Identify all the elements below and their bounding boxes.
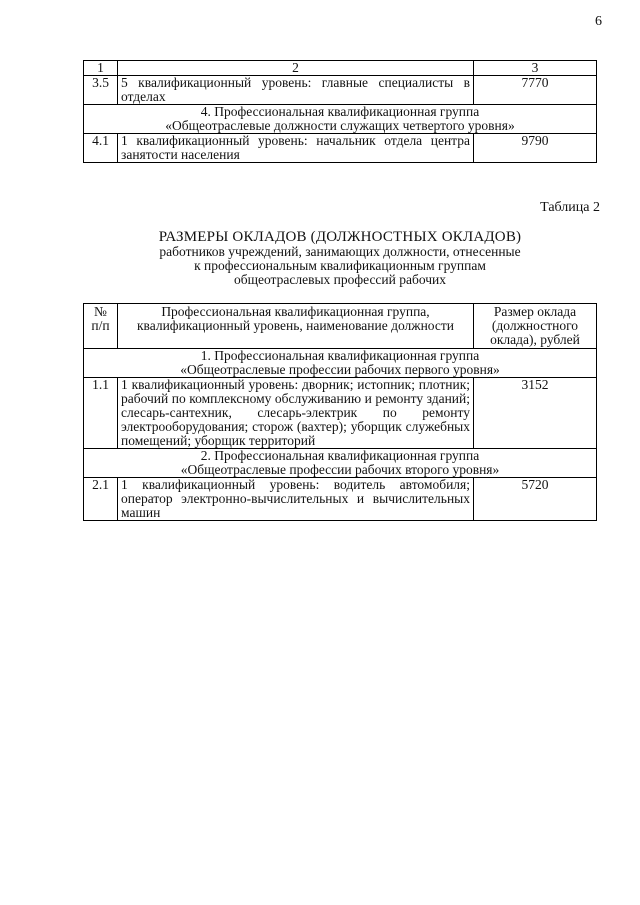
table-row xyxy=(84,134,597,163)
column-number-1: 1 xyxy=(84,61,118,76)
header-description: Профессиональная квалификационная группа, квалификационный уровень, наименование должности xyxy=(118,304,474,349)
row-number: 4.1 xyxy=(84,134,118,163)
group-title: 2. Профессиональная квалификационная группа xyxy=(200,448,480,463)
row-description: 5 квалификационный уровень: главные специалисты в отделах xyxy=(118,76,474,105)
table-subtitle-line-3: общеотраслевых профессий рабочих xyxy=(233,272,447,287)
group-title: 1. Профессиональная квалификационная группа xyxy=(200,348,480,363)
group-heading xyxy=(84,105,597,134)
row-salary: 7770 xyxy=(474,76,597,105)
row-description: 1 квалификационный уровень: начальник отдела центра занятости населения xyxy=(118,134,474,163)
row-salary: 9790 xyxy=(474,134,597,163)
salary-table-continued xyxy=(83,60,597,163)
row-description: 1 квалификационный уровень: водитель автомобиля; оператор электронно-вычислительных и вычислительных машин xyxy=(118,478,474,521)
table-title-block xyxy=(83,229,597,287)
table-row xyxy=(84,76,597,105)
table-subtitle-line-2: к профессиональным квалификационным группам xyxy=(194,258,486,273)
group-heading xyxy=(84,349,597,378)
table-header-row xyxy=(84,61,597,76)
group-row xyxy=(84,449,597,478)
row-salary: 3152 xyxy=(474,378,597,449)
page-number: 6 xyxy=(595,14,602,29)
group-row xyxy=(84,105,597,134)
row-number: 3.5 xyxy=(84,76,118,105)
header-number: № п/п xyxy=(84,304,118,349)
row-number: 2.1 xyxy=(84,478,118,521)
table-header-row xyxy=(84,304,597,349)
table-title: РАЗМЕРЫ ОКЛАДОВ (ДОЛЖНОСТНЫХ ОКЛАДОВ) xyxy=(158,229,522,245)
header-salary: Размер оклада (должностного оклада), рублей xyxy=(474,304,597,349)
group-row xyxy=(84,349,597,378)
row-description: 1 квалификационный уровень: дворник; истопник; плотник; рабочий по комплексному обслуживанию и ремонту зданий; слесарь-сантехник, слесарь-электрик по ремонту электрооборудования; сторож (вахтер); уборщик служебных помещений; уборщик территорий xyxy=(118,378,474,449)
salary-table xyxy=(83,303,597,521)
column-number-2: 2 xyxy=(118,61,474,76)
column-number-3: 3 xyxy=(474,61,597,76)
table-row xyxy=(84,378,597,449)
table-row xyxy=(84,478,597,521)
group-name: «Общеотраслевые профессии рабочих первого уровня» xyxy=(180,362,500,377)
table-caption: Таблица 2 xyxy=(540,200,600,215)
group-heading xyxy=(84,449,597,478)
table-subtitle-line-1: работников учреждений, занимающих должности, отнесенные xyxy=(159,244,521,259)
row-number: 1.1 xyxy=(84,378,118,449)
row-salary: 5720 xyxy=(474,478,597,521)
group-name: «Общеотраслевые профессии рабочих второго уровня» xyxy=(180,462,500,477)
group-title: 4. Профессиональная квалификационная группа xyxy=(200,104,480,119)
group-name: «Общеотраслевые должности служащих четвертого уровня» xyxy=(165,118,515,133)
